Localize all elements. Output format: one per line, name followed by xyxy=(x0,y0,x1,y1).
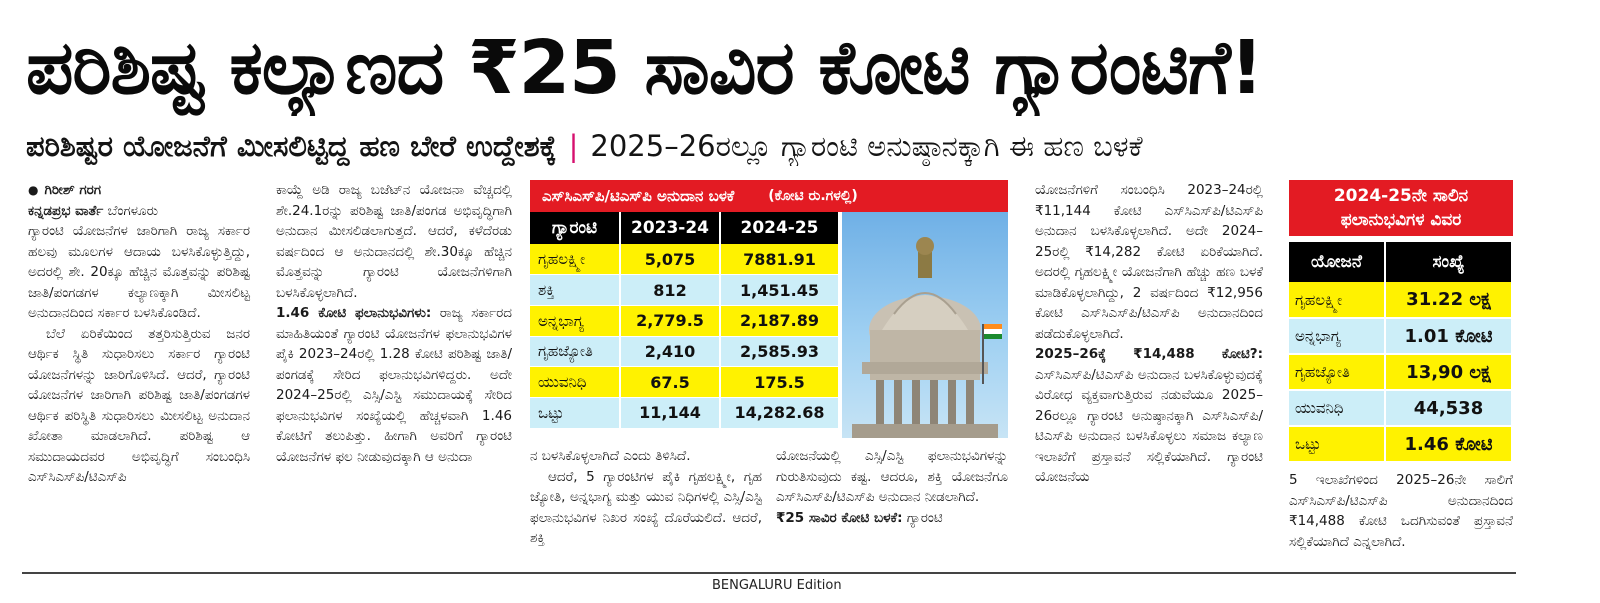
table-row-total xyxy=(1289,426,1512,462)
table-row xyxy=(1289,390,1512,426)
table-row xyxy=(530,336,839,367)
byline-author: ಗಿರೀಶ್ ಗರಗ xyxy=(44,182,102,198)
count-value: 1.46 xyxy=(1404,433,1449,455)
col2-subheading: 1.46 ಕೋಟಿ ಫಲಾನುಭವಿಗಳು: xyxy=(276,305,432,321)
value-2023-24: 2,410 xyxy=(620,336,720,367)
value-2024-25: 14,282.68 xyxy=(720,397,839,428)
count-unit: ಕೋಟಿ xyxy=(1455,325,1493,347)
count-value: 44,538 xyxy=(1413,397,1484,419)
scheme-name: ಗೃಹಜ್ಯೋತಿ xyxy=(1289,354,1385,390)
col2-paragraph-2-text: ರಾಜ್ಯ ಸರ್ಕಾರದ ಮಾಹಿತಿಯಂತೆ ಗ್ಯಾರಂಟಿ ಯೋಜನೆಗಳ ಫಲಾನುಭವಿಗಳ ಪೈಕಿ 2023–24ರಲ್ಲಿ 1.28 ಕೋಟಿ ಪರಿಶಿಷ್ಟ ಜಾತಿ/ಪಂಗಡಕ್ಕೆ ಸೇರಿದ ಫಲಾನುಭವಿಗಳಿದ್ದರು. ಅದೇ 2024–25ರಲ್ಲಿ ಎಸ್ಸಿ/ಎಸ್ಟಿ ಸಮುದಾಯಕ್ಕೆ ಸೇರಿದ ಫಲಾನುಭವಿಗಳ ಸಂಖ್ಯೆಯಲ್ಲಿ ಹೆಚ್ಚಳವಾಗಿ 1.46 ಕೋಟಿಗೆ ತಲುಪಿತ್ತು. ಹೀಗಾಗಿ ಅವರಿಗೆ ಗ್ಯಾರಂಟಿ ಯೋಜನೆಗಳ ಫಲ ನೀಡುವುದಕ್ಕಾಗಿ ಆ ಅನುದಾ xyxy=(276,305,512,465)
header-scheme: ಯೋಜನೆ xyxy=(1289,242,1385,282)
table-row xyxy=(1289,282,1512,318)
header-2023-24: 2023-24 xyxy=(620,212,720,244)
scheme-name: ಒಟ್ಟು xyxy=(530,397,620,428)
scheme-name: ಗೃಹಲಕ್ಷ್ಮೀ xyxy=(530,244,620,275)
scheme-name: ಯುವನಿಧಿ xyxy=(530,367,620,398)
table-row xyxy=(1289,318,1512,354)
scheme-name: ಅನ್ನಭಾಗ್ಯ xyxy=(1289,318,1385,354)
col3-right-paragraph-2 xyxy=(776,508,1008,529)
col4-paragraph-2 xyxy=(1035,344,1263,488)
headline: ಪರಿಶಿಷ್ಟ ಕಲ್ಯಾಣದ ₹25 ಸಾವಿರ ಕೋಟಿ ಗ್ಯಾರಂಟಿಗೆ! xyxy=(26,25,1263,111)
beneficiaries-header-row xyxy=(1289,242,1512,282)
header-guarantee: ಗ್ಯಾರಂಟಿ xyxy=(530,212,620,244)
col1-paragraph-1: ಗ್ಯಾರಂಟಿ ಯೋಜನೆಗಳ ಜಾರಿಗಾಗಿ ರಾಜ್ಯ ಸರ್ಕಾರ ಹಲವು ಮೂಲಗಳ ಆದಾಯ ಬಳಸಿಕೊಳ್ಳುತ್ತಿದ್ದು, ಅದರಲ್ಲಿ ಶೇ. 20ಕ್ಕೂ ಹೆಚ್ಚಿನ ಮೊತ್ತವನ್ನು ಪರಿಶಿಷ್ಟ ಜಾತಿ/ಪಂಗಡಗಳ ಕಲ್ಯಾಣಕ್ಕಾಗಿ ಮೀಸಲಿಟ್ಟ ಅನುದಾನದಿಂದ ಸರ್ಕಾರ ಬಳಸಿಕೊಂಡಿದೆ. xyxy=(28,223,250,321)
beneficiary-count xyxy=(1385,318,1512,354)
grant-usage-header-row xyxy=(530,212,839,244)
page-footer-rule xyxy=(22,572,1516,574)
col4-paragraph-2-text: ಎಸ್‌ಸಿಎಸ್‌ಪಿ/ಟಿಎಸ್‌ಪಿ ಅನುದಾನ ಬಳಸಿಕೊಳ್ಳುವುದಕ್ಕೆ ವಿರೋಧ ವ್ಯಕ್ತವಾಗುತ್ತಿರುವ ನಡುವೆಯೂ 2025–26ರಲ್ಲೂ ಗ್ಯಾರಂಟಿ ಅನುಷ್ಠಾನಕ್ಕಾಗಿ ಎಸ್‌ಸಿಎಸ್‌ಪಿ/ಟಿಎಸ್‌ಪಿ ಅನುದಾನ ಬಳಸಿಕೊಳ್ಳಲು ಸಮಾಜ ಕಲ್ಯಾಣ ಇಲಾಖೆಗೆ ಪ್ರಸ್ತಾವನೆ ಸಲ್ಲಿಕೆಯಾಗಿದೆ. ಗ್ಯಾರಂಟಿ ಯೋಜನೆಯ xyxy=(1035,366,1263,485)
dateline-source: ಕನ್ನಡಪ್ರಭ ವಾರ್ತೆ xyxy=(28,202,104,219)
count-value: 1.01 xyxy=(1404,325,1449,347)
count-value: 13,90 xyxy=(1406,361,1464,383)
count-unit: ಲಕ್ಷ xyxy=(1469,289,1491,310)
beneficiaries-title-line-2: ಫಲಾನುಭವಿಗಳ ವಿವರ xyxy=(1340,210,1462,230)
beneficiaries-table xyxy=(1289,242,1513,463)
article-column-4 xyxy=(1035,180,1263,488)
article-column-5 xyxy=(1289,470,1513,552)
scheme-name: ಶಕ್ತಿ xyxy=(530,275,620,306)
col1-paragraph-2: ಬೆಲೆ ಏರಿಕೆಯಿಂದ ತತ್ತರಿಸುತ್ತಿರುವ ಜನರ ಆರ್ಥಿಕ ಸ್ಥಿತಿ ಸುಧಾರಿಸಲು ಸರ್ಕಾರ ಗ್ಯಾರಂಟಿ ಯೋಜನೆಗಳನ್ನು ಜಾರಿಗೊಳಿಸಿದೆ. ಆದರೆ, ಗ್ಯಾರಂಟಿ ಯೋಜನೆಗಳ ಜಾರಿಗಾಗಿ ಪರಿಶಿಷ್ಟ ಜಾತಿ/ಪಂಗಡಗಳ ಆರ್ಥಿಕ ಪರಿಸ್ಥಿತಿ ಸುಧಾರಿಸಲು ಮೀಸಲಿಟ್ಟ ಅನುದಾನ ಖೋತಾ ಮಾಡಲಾಗಿದೆ. ಪರಿಶಿಷ್ಟ ಆ ಸಮುದಾಯದವರ ಅಭಿವೃದ್ಧಿಗೆ ಸಂಬಂಧಿಸಿ ಎಸ್‌ಸಿಎಸ್‌ಪಿ/ಟಿಎಸ್‌ಪಿ xyxy=(28,325,250,485)
count-unit: ಲಕ್ಷ xyxy=(1469,361,1491,383)
col3-left-paragraph-2: ಆದರೆ, 5 ಗ್ಯಾರಂಟಿಗಳ ಪೈಕಿ ಗೃಹಲಕ್ಷ್ಮೀ, ಗೃಹ ಜ್ಯೋತಿ, ಅನ್ನಭಾಗ್ಯ ಮತ್ತು ಯುವ ನಿಧಿಗಳಲ್ಲಿ ಎಸ್ಸಿ/ಎಸ್ಟಿ ಫಲಾನುಭವಿಗಳ ನಿಖರ ಸಂಖ್ಯೆ ದೊರೆಯಲಿದೆ. ಆದರೆ, ಶಕ್ತಿ xyxy=(530,468,762,546)
subheadline xyxy=(26,126,1556,166)
grant-usage-panel xyxy=(530,180,1008,438)
article-column-2 xyxy=(276,180,512,467)
subheadline-right: 2025–26ರಲ್ಲೂ ಗ್ಯಾರಂಟಿ ಅನುಷ್ಠಾನಕ್ಕಾಗಿ ಈ ಹಣ ಬಳಕೆ xyxy=(590,129,1143,163)
table-row-total xyxy=(530,397,839,428)
value-2023-24: 2,779.5 xyxy=(620,305,720,336)
col3-right-paragraph-1: ಯೋಜನೆಯಲ್ಲಿ ಎಸ್ಸಿ/ಎಸ್ಟಿ ಫಲಾನುಭವಿಗಳನ್ನು ಗುರುತಿಸುವುದು ಕಷ್ಟ. ಆದರೂ, ಶಕ್ತಿ ಯೋಜನೆಗೂ ಎಸ್‌ಸಿಎಸ್‌ಪಿ/ಟಿಎಸ್‌ಪಿ ಅನುದಾನ ನೀಡಲಾಗಿದೆ. xyxy=(776,448,1008,505)
value-2024-25: 2,585.93 xyxy=(720,336,839,367)
article-column-3 xyxy=(530,446,1010,549)
bullet-icon: ● xyxy=(28,183,39,197)
count-value: 31.22 xyxy=(1406,289,1464,310)
value-2023-24: 5,075 xyxy=(620,244,720,275)
table-row xyxy=(1289,354,1512,390)
col4-subheading: 2025–26ಕ್ಕೆ ₹14,488 ಕೋಟಿ?: xyxy=(1035,346,1263,362)
beneficiaries-title-bar xyxy=(1289,180,1513,236)
beneficiary-count xyxy=(1385,390,1512,426)
table-row xyxy=(530,275,839,306)
table-row xyxy=(530,244,839,275)
value-2024-25: 2,187.89 xyxy=(720,305,839,336)
beneficiaries-title-line-1: 2024-25ನೇ ಸಾಲಿನ xyxy=(1333,186,1469,206)
scheme-name: ಯುವನಿಧಿ xyxy=(1289,390,1385,426)
value-2023-24: 67.5 xyxy=(620,367,720,398)
vidhana-soudha-illustration xyxy=(842,212,1008,438)
grant-usage-title-bar xyxy=(530,180,1008,212)
value-2024-25: 7881.91 xyxy=(720,244,839,275)
article-column-1 xyxy=(28,180,250,488)
table-row xyxy=(530,367,839,398)
scheme-name: ಅನ್ನಭಾಗ್ಯ xyxy=(530,305,620,336)
col4-paragraph-1: ಯೋಜನೆಗಳಿಗೆ ಸಂಬಂಧಿಸಿ 2023–24ರಲ್ಲಿ ₹11,144 ಕೋಟಿ ಎಸ್‌ಸಿಎಸ್‌ಪಿ/ಟಿಎಸ್‌ಪಿ ಅನುದಾನ ಬಳಸಿಕೊಳ್ಳಲಾಗಿದೆ. ಅದೇ 2024–25ರಲ್ಲಿ ₹14,282 ಕೋಟಿ ಏರಿಕೆಯಾಗಿದೆ. ಅದರಲ್ಲಿ ಗೃಹಲಕ್ಷ್ಮೀ ಯೋಜನೆಗಾಗಿ ಹೆಚ್ಚು ಹಣ ಬಳಕೆ ಮಾಡಿಕೊಳ್ಳಲಾಗಿದ್ದು, 2 ವರ್ಷದಿಂದ ₹12,956 ಕೋಟಿ ಎಸ್‌ಸಿಎಸ್‌ಪಿ/ಟಿಎಸ್‌ಪಿ ಅನುದಾನದಿಂದ ಪಡೆದುಕೊಳ್ಳಲಾಗಿದೆ. xyxy=(1035,182,1263,342)
subheadline-left: ಪರಿಶಿಷ್ಟರ ಯೋಜನೆಗೆ ಮೀಸಲಿಟ್ಟಿದ್ದ ಹಣ ಬೇರೆ ಉದ್ದೇಶಕ್ಕೆ xyxy=(26,129,557,163)
col3-left-paragraph-1: ನ ಬಳಸಿಕೊಳ್ಳಲಾಗಿದೆ ಎಂದು ತಿಳಿಸಿದೆ. xyxy=(530,448,691,464)
grant-usage-title: ಎಸ್‌ಸಿಎಸ್‌ಪಿ/ಟಿಎಸ್‌ಪಿ ಅನುದಾನ ಬಳಕೆ xyxy=(542,187,735,205)
header-count: ಸಂಖ್ಯೆ xyxy=(1385,242,1512,282)
beneficiary-count xyxy=(1385,354,1512,390)
value-2023-24: 812 xyxy=(620,275,720,306)
col3-right xyxy=(776,446,1008,528)
col3-left xyxy=(530,446,762,549)
col3-right-paragraph-2-text: ಗ್ಯಾರಂಟಿ xyxy=(902,509,943,526)
scheme-name: ಗೃಹಲಕ್ಷ್ಮೀ xyxy=(1289,282,1385,318)
beneficiary-count xyxy=(1385,282,1512,318)
scheme-name: ಒಟ್ಟು xyxy=(1289,426,1385,462)
subheadline-separator: | xyxy=(568,129,579,163)
col5-paragraph-1: 5 ಇಲಾಖೆಗಳಿಂದ 2025–26ನೇ ಸಾಲಿಗೆ ಎಸ್‌ಸಿಎಸ್‌ಪಿ/ಟಿಎಸ್‌ಪಿ ಅನುದಾನದಿಂದ ₹14,488 ಕೋಟಿ ಒದಗಿಸುವಂತೆ ಪ್ರಸ್ತಾವನೆ ಸಲ್ಲಿಕೆಯಾಗಿದೆ ಎನ್ನಲಾಗಿದೆ. xyxy=(1289,472,1513,550)
dateline xyxy=(28,201,250,222)
vidhana-soudha-photo xyxy=(842,212,1008,438)
value-2023-24: 11,144 xyxy=(620,397,720,428)
count-unit: ಕೋಟಿ xyxy=(1455,433,1493,455)
grant-usage-unit: (ಕೋಟಿ ರು.ಗಳಲ್ಲಿ) xyxy=(768,188,858,204)
grant-usage-table xyxy=(530,212,840,429)
header-2024-25: 2024-25 xyxy=(720,212,839,244)
value-2024-25: 175.5 xyxy=(720,367,839,398)
value-2024-25: 1,451.45 xyxy=(720,275,839,306)
table-row xyxy=(530,305,839,336)
col3-subheading: ₹25 ಸಾವಿರ ಕೋಟಿ ಬಳಕೆ: xyxy=(776,509,903,526)
byline xyxy=(28,180,250,201)
beneficiaries-panel xyxy=(1289,180,1513,463)
scheme-name: ಗೃಹಜ್ಯೋತಿ xyxy=(530,336,620,367)
beneficiary-count xyxy=(1385,426,1512,462)
dateline-city: ಬೆಂಗಳೂರು xyxy=(107,202,159,219)
col2-paragraph-2 xyxy=(276,303,512,467)
edition-label: BENGALURU Edition xyxy=(712,578,842,593)
col2-paragraph-1: ಕಾಯ್ದೆ ಅಡಿ ರಾಜ್ಯ ಬಜೆಟ್‌ನ ಯೋಜನಾ ವೆಚ್ಚದಲ್ಲಿ ಶೇ.24.1ರನ್ನು ಪರಿಶಿಷ್ಟ ಜಾತಿ/ಪಂಗಡ ಅಭಿವೃದ್ಧಿಗಾಗಿ ಅನುದಾನ ಮೀಸಲಿಡಲಾಗುತ್ತದೆ. ಆದರೆ, ಕಳೆದೆರಡು ವರ್ಷದಿಂದ ಆ ಅನುದಾನದಲ್ಲಿ ಶೇ.30ಕ್ಕೂ ಹೆಚ್ಚಿನ ಮೊತ್ತವನ್ನು ಗ್ಯಾರಂಟಿ ಯೋಜನೆಗಳಿಗಾಗಿ ಬಳಸಿಕೊಳ್ಳಲಾಗಿದೆ. xyxy=(276,182,512,301)
